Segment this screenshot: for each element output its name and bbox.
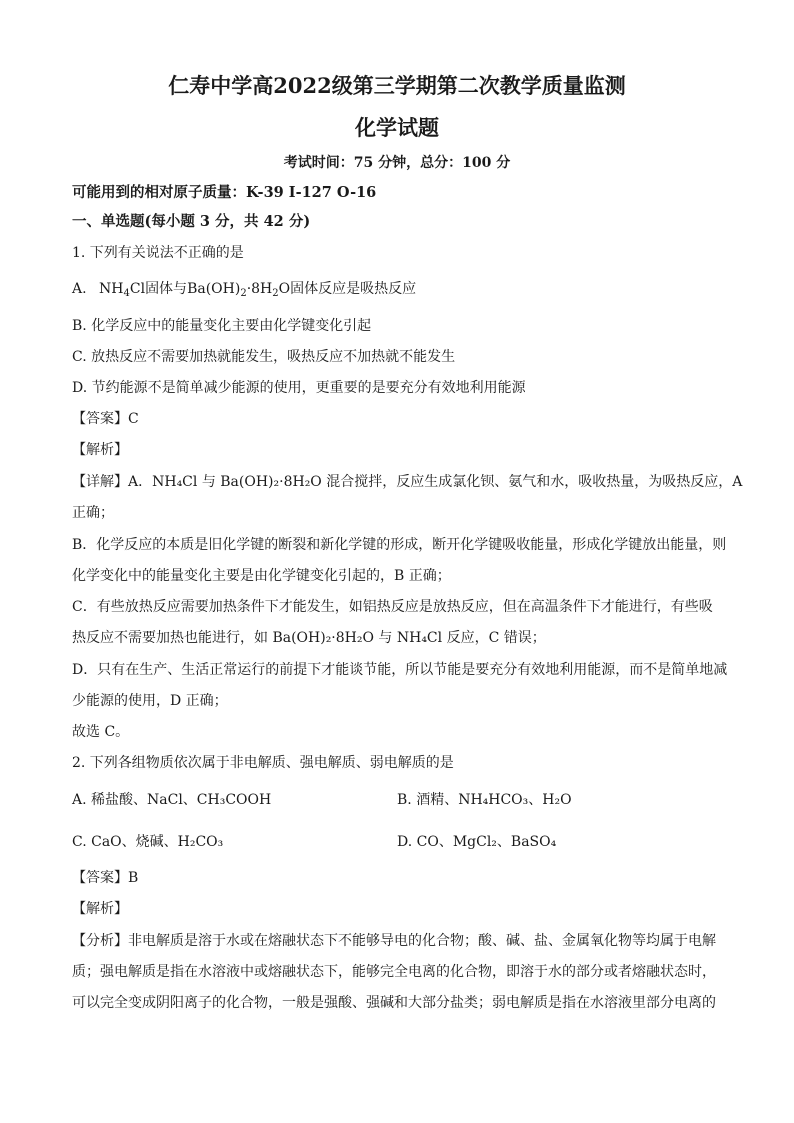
q1-option-d: D. 节约能源不是简单减少能源的使用，更重要的是要充分有效地利用能源: [72, 380, 526, 396]
q1-option-a-text-2: 固体反应是吸热反应: [290, 281, 417, 297]
q1-analysis-label: 【解析】: [72, 442, 128, 458]
q1-option-a-prefix: A.: [72, 281, 87, 297]
exam-info: 考试时间：75 分钟，总分：100 分: [283, 155, 511, 171]
q2-option-d: D. CO、MgCl₂、BaSO₄: [397, 834, 557, 850]
exam-title: 仁寿中学高2022级第三学期第二次教学质量监测: [168, 73, 626, 98]
q1-detail-c: C．有些放热反应需要加热条件下才能发生，如铝热反应是放热反应，但在高温条件下才能进行，有些吸: [72, 599, 713, 615]
q1-option-c: C. 放热反应不需要加热就能发生，吸热反应不加热就不能发生: [72, 349, 456, 365]
q2-analysis-label: 【解析】: [72, 901, 128, 917]
q1-detail-b-cont: 化学变化中的能量变化主要是由化学键变化引起的，B 正确；: [72, 568, 451, 584]
q2-detail-2: 质；强电解质是指在水溶液中或熔融状态下，能够完全电离的化合物，即溶于水的部分或者熔融状态时，: [72, 964, 716, 980]
q2-detail-3: 可以完全变成阴阳离子的化合物，一般是强酸、强碱和大部分盐类；弱电解质是指在水溶液里部分电离的: [72, 995, 716, 1011]
q1-detail-d-cont: 少能源的使用，D 正确；: [72, 693, 228, 709]
q1-detail-b: B．化学反应的本质是旧化学键的断裂和新化学键的形成，断开化学键吸收能量，形成化学键放出能量，则: [72, 537, 727, 553]
formula-baoh2: $Ba(OH)_2\cdot 8H_2O$: [187, 281, 291, 299]
q1-detail-a-cont: 正确；: [72, 505, 114, 521]
exam-subtitle: 化学试题: [355, 115, 439, 140]
atomic-mass-line: 可能用到的相对原子质量：K-39 I-127 O-16: [72, 184, 377, 201]
q1-conclusion: 故选 C。: [72, 724, 130, 740]
q2-option-a: A. 稀盐酸、NaCl、CH₃COOH: [72, 792, 272, 808]
q1-detail-d: D．只有在生产、生活正常运行的前提下才能谈节能，所以节能是要充分有效地利用能源，而不是简单地减: [72, 662, 728, 678]
formula-nh4cl: $NH_4Cl$: [99, 281, 146, 299]
q1-option-a: [72, 279, 416, 299]
q1-option-a-text-1: 固体与: [145, 281, 188, 297]
q1-answer: 【答案】C: [72, 411, 139, 427]
q2-option-c: C. CaO、烧碱、H₂CO₃: [72, 834, 224, 850]
q2-stem: 2. 下列各组物质依次属于非电解质、强电解质、弱电解质的是: [72, 755, 454, 771]
q1-detail-c-cont: 热反应不需要加热也能进行，如 Ba(OH)₂·8H₂O 与 NH₄Cl 反应，C 错误；: [72, 630, 546, 646]
q1-stem: 1. 下列有关说法不正确的是: [72, 245, 244, 261]
q1-option-b: B. 化学反应中的能量变化主要由化学键变化引起: [72, 318, 372, 334]
q2-option-b: B. 酒精、NH₄HCO₃、H₂O: [397, 792, 572, 808]
q2-detail-1: 【分析】非电解质是溶于水或在熔融状态下不能够导电的化合物；酸、碱、盐、金属氧化物等均属于电解: [72, 933, 716, 949]
q2-answer: 【答案】B: [72, 870, 139, 886]
section-heading: 一、单选题(每小题 3 分，共 42 分): [72, 213, 311, 230]
q1-detail-a: 【详解】A．NH₄Cl 与 Ba(OH)₂·8H₂O 混合搅拌，反应生成氯化钡、氨气和水，吸收热量，为吸热反应，A: [72, 474, 743, 490]
